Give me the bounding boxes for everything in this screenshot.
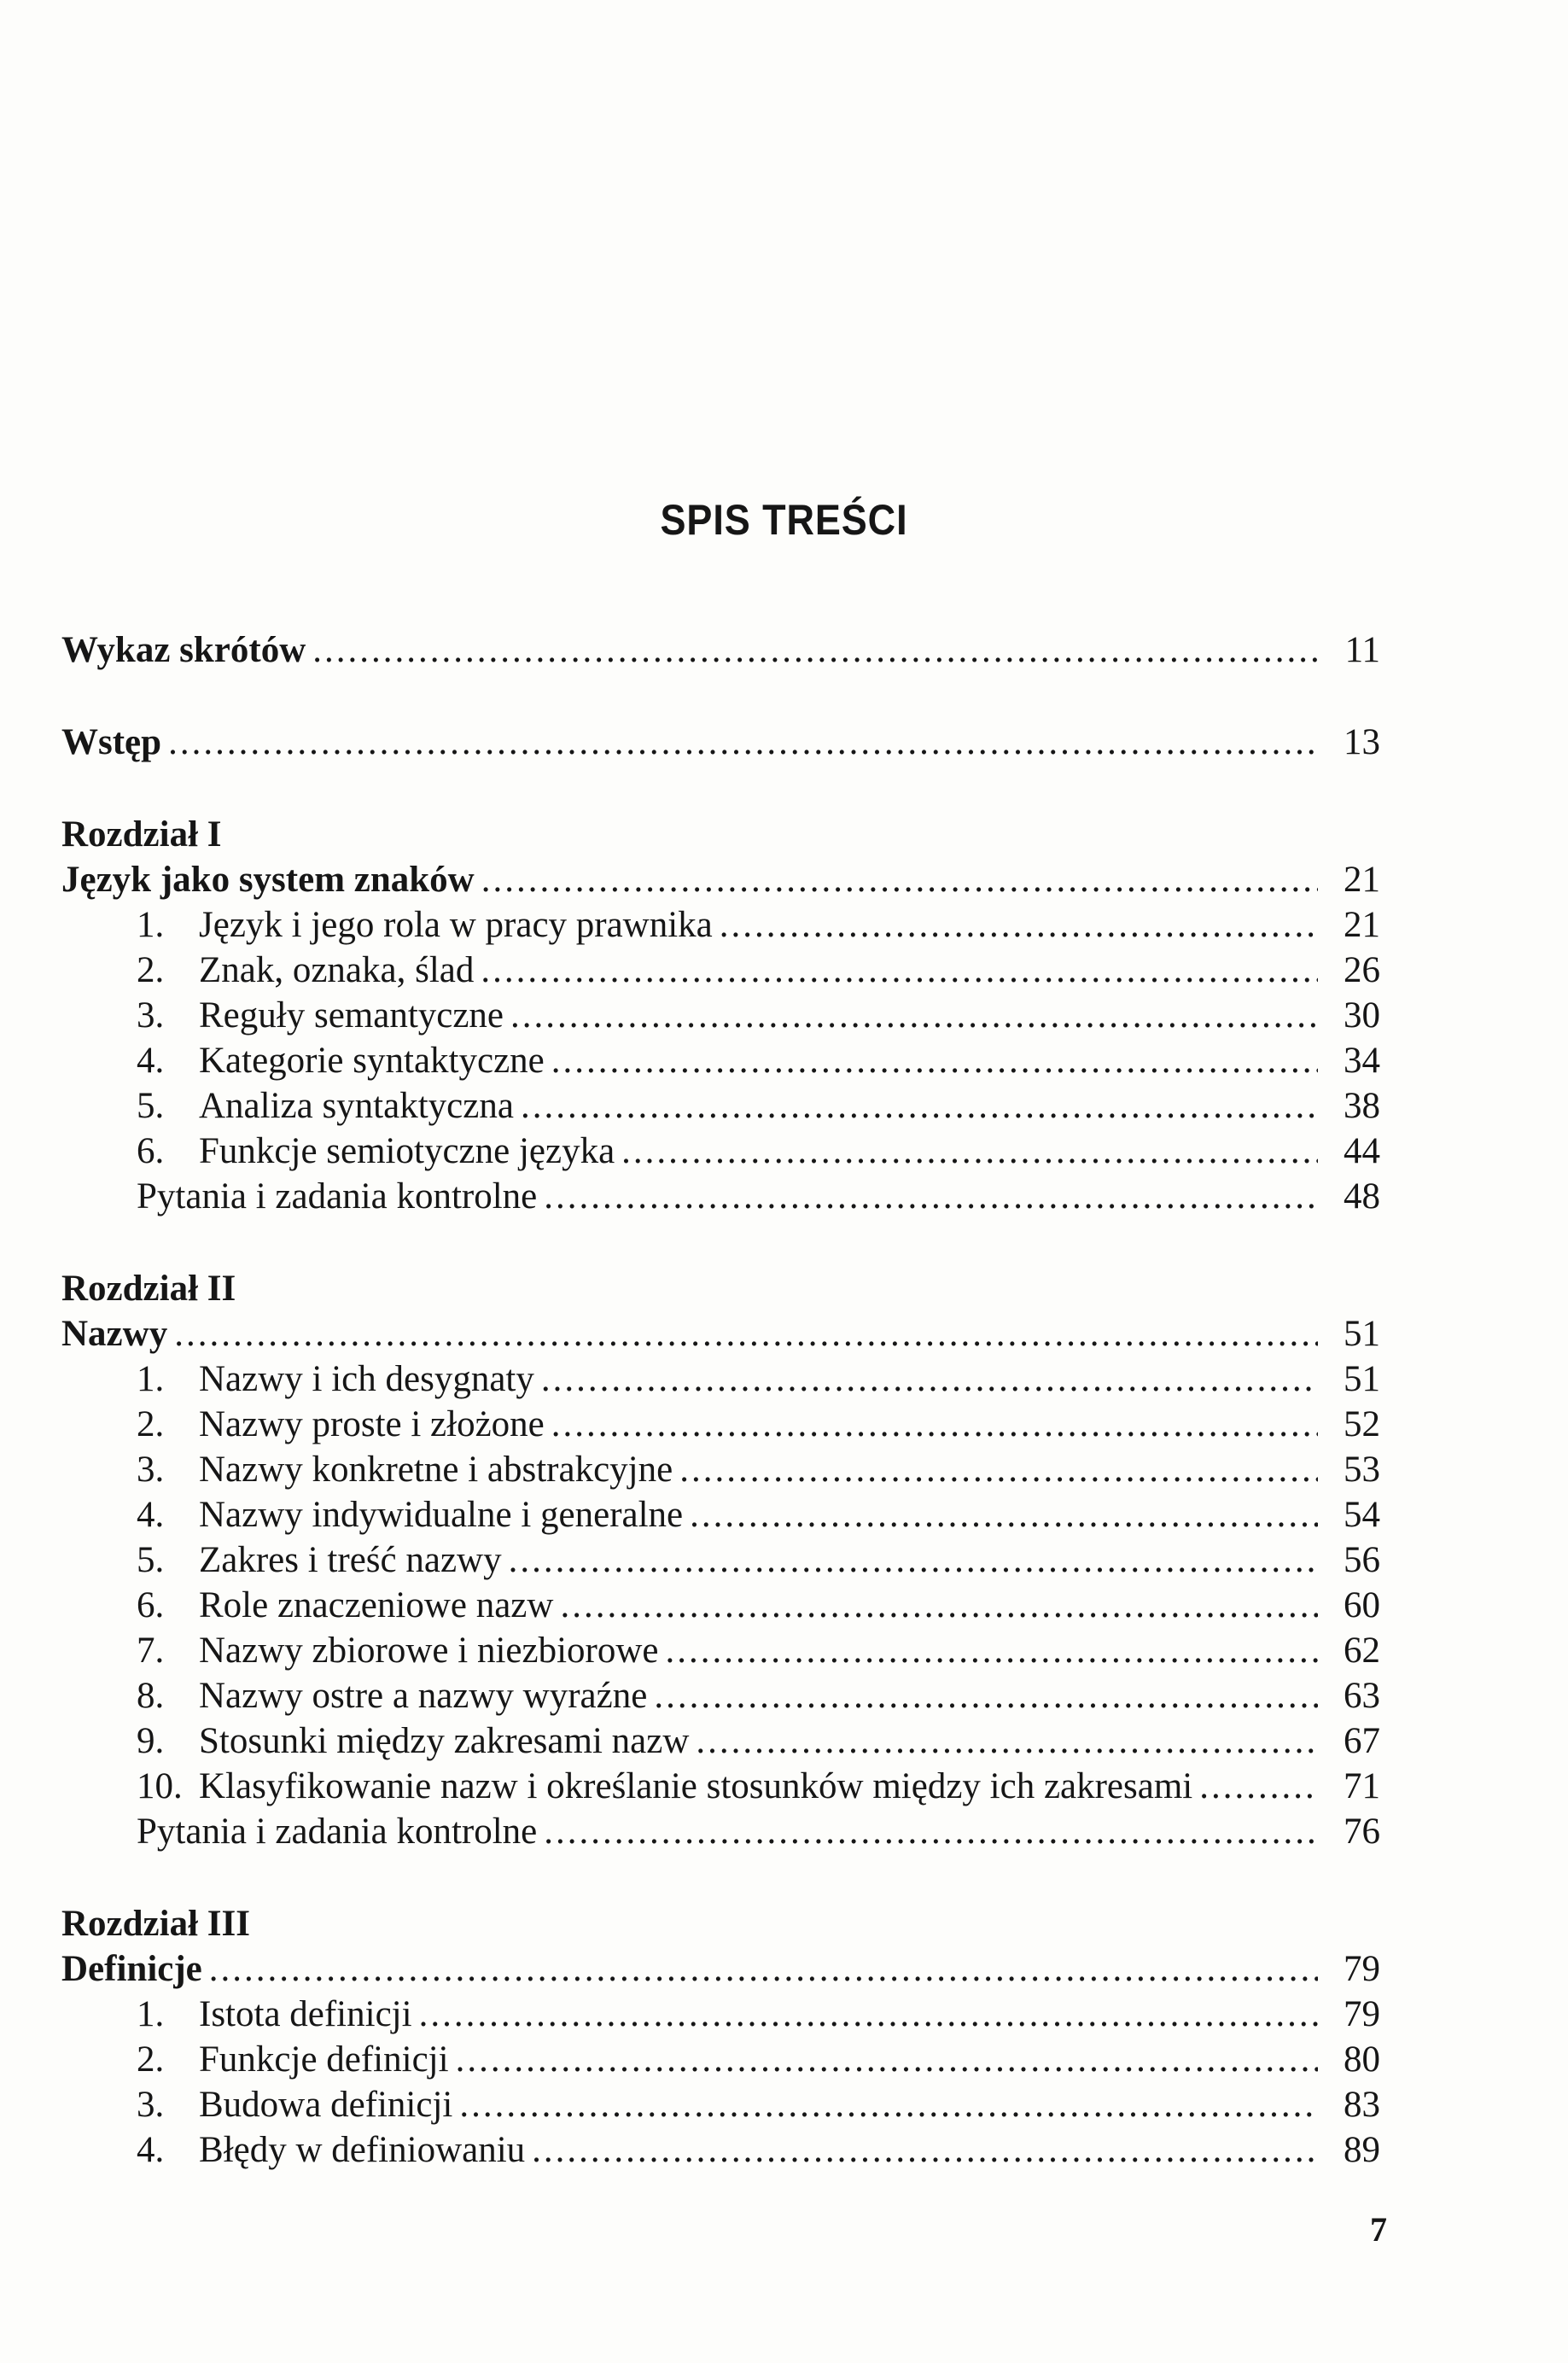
toc-entry-text: Błędy w definiowaniu [199, 2130, 526, 2170]
toc-entry-text: Nazwy proste i złożone [199, 1404, 545, 1444]
leader-dots [481, 857, 1318, 902]
toc-entry[interactable] [61, 2037, 1380, 2082]
toc-entry-number: 4. [137, 2130, 165, 2170]
toc-entry[interactable] [61, 1764, 1380, 1809]
toc-entry-number: 2. [137, 2039, 165, 2080]
toc-entry-text: Kategorie syntaktyczne [199, 1041, 545, 1081]
toc-entry-number: 1. [137, 1994, 165, 2034]
chapter-label: Rozdział III [61, 1904, 250, 1944]
toc-entry-text: Klasyfikowanie nazw i określanie stosunków między ich zakresami [199, 1766, 1193, 1806]
leader-dots [541, 1357, 1318, 1402]
toc-page-number: 79 [1344, 1949, 1380, 1989]
toc-entry-text: Nazwy ostre a nazwy wyraźne [199, 1676, 648, 1716]
toc-entry[interactable] [61, 1129, 1380, 1174]
toc-entry-text: Analiza syntaktyczna [199, 1086, 514, 1126]
leader-dots [312, 627, 1318, 673]
leader-dots [510, 993, 1318, 1038]
leader-dots [544, 1174, 1318, 1219]
toc-entry-number: 5. [137, 1540, 165, 1580]
toc-page-number: 34 [1344, 1041, 1380, 1081]
toc-entry-number: 3. [137, 1450, 165, 1490]
toc-entry-text: Wstęp [61, 722, 162, 762]
toc-entry-text: Nazwy zbiorowe i niezbiorowe [199, 1631, 659, 1671]
leader-dots [521, 1083, 1318, 1129]
chapter-label: Rozdział I [61, 814, 222, 855]
toc-page-number: 51 [1344, 1359, 1380, 1399]
toc-entry-number: 4. [137, 1495, 165, 1535]
leader-dots [174, 1311, 1318, 1357]
toc-entry-number: 10. [137, 1766, 183, 1806]
toc-page-number: 60 [1344, 1585, 1380, 1625]
toc-entry-number: 3. [137, 2085, 165, 2125]
leader-dots [666, 1628, 1319, 1673]
leader-dots [532, 2127, 1318, 2173]
leader-dots [560, 1583, 1318, 1628]
chapter-label: Rozdział II [61, 1269, 236, 1309]
leader-dots [679, 1447, 1318, 1492]
toc-entry-number: 8. [137, 1676, 165, 1716]
toc-page-number: 71 [1344, 1766, 1380, 1806]
leader-dots [209, 1946, 1318, 1992]
toc-entry-number: 7. [137, 1631, 165, 1671]
toc-page-number: 63 [1344, 1676, 1380, 1716]
toc-page-number: 80 [1344, 2039, 1380, 2080]
toc-entry-chapter-title[interactable] [61, 857, 1380, 902]
toc-entry-number: 6. [137, 1585, 165, 1625]
toc-entry-text: Definicje [61, 1949, 202, 1989]
toc-entry-text: Pytania i zadania kontrolne [137, 1176, 538, 1217]
toc-entry-text: Funkcje semiotyczne języka [199, 1131, 615, 1171]
toc-entry-text: Nazwy [61, 1314, 168, 1354]
toc-entry[interactable] [61, 2082, 1380, 2127]
toc-entry[interactable] [61, 1718, 1380, 1764]
leader-dots [696, 1718, 1318, 1764]
toc-entry-text: Reguły semantyczne [199, 995, 504, 1036]
leader-dots [509, 1537, 1318, 1583]
toc-entry[interactable] [61, 948, 1380, 993]
toc-entry-text: Wykaz skrótów [61, 630, 306, 670]
toc-entry-text: Zakres i treść nazwy [199, 1540, 502, 1580]
leader-dots [551, 1038, 1318, 1083]
toc-entry[interactable] [61, 902, 1380, 948]
toc-entry-questions[interactable] [61, 1809, 1380, 1854]
leader-dots [459, 2082, 1318, 2127]
leader-dots [654, 1673, 1318, 1718]
leader-dots [544, 1809, 1318, 1854]
toc-entry[interactable] [61, 1083, 1380, 1129]
toc-entry-number: 1. [137, 905, 165, 945]
toc-page-number: 21 [1344, 860, 1380, 900]
toc-entry-text: Język jako system znaków [61, 860, 475, 900]
toc-entry-abbreviations[interactable] [61, 627, 1380, 673]
toc-page-number: 52 [1344, 1404, 1380, 1444]
leader-dots [481, 948, 1318, 993]
toc-entry-text: Stosunki między zakresami nazw [199, 1721, 690, 1761]
toc-entry-number: 5. [137, 1086, 165, 1126]
toc-entry-text: Język i jego rola w pracy prawnika [199, 905, 713, 945]
page-title: SPIS TREŚCI [660, 496, 908, 544]
toc-entry[interactable] [61, 1447, 1380, 1492]
toc-entry-number: 9. [137, 1721, 165, 1761]
leader-dots [1199, 1764, 1318, 1809]
toc-entry-text: Role znaczeniowe nazw [199, 1585, 554, 1625]
toc-entry-text: Znak, oznaka, ślad [199, 950, 475, 990]
toc-entry[interactable] [61, 993, 1380, 1038]
toc-page-number: 38 [1344, 1086, 1380, 1126]
toc-entry-text: Budowa definicji [199, 2085, 453, 2125]
leader-dots [720, 902, 1318, 948]
leader-dots [551, 1402, 1318, 1447]
toc-page-number: 89 [1344, 2130, 1380, 2170]
toc-entry-number: 2. [137, 950, 165, 990]
toc-entry[interactable] [61, 1537, 1380, 1583]
toc-page-number: 53 [1344, 1450, 1380, 1490]
toc-entry-introduction[interactable] [61, 720, 1380, 765]
toc-entry[interactable] [61, 1357, 1380, 1402]
page-folio-number: 7 [1370, 2210, 1387, 2249]
toc-entry[interactable] [61, 1583, 1380, 1628]
toc-page-number: 62 [1344, 1631, 1380, 1671]
toc-page-number: 54 [1344, 1495, 1380, 1535]
toc-entry-chapter-title[interactable] [61, 1946, 1380, 1992]
toc-entry-number: 1. [137, 1359, 165, 1399]
toc-page-number: 51 [1344, 1314, 1380, 1354]
toc-entry-number: 3. [137, 995, 165, 1036]
table-of-contents [61, 627, 1380, 2173]
toc-entry[interactable] [61, 1492, 1380, 1537]
toc-entry[interactable] [61, 1992, 1380, 2037]
toc-page-number: 26 [1344, 950, 1380, 990]
toc-entry-number: 6. [137, 1131, 165, 1171]
toc-entry-text: Istota definicji [199, 1994, 412, 2034]
leader-dots [168, 720, 1318, 765]
leader-dots [456, 2037, 1318, 2082]
toc-entry-number: 4. [137, 1041, 165, 1081]
toc-page-number: 56 [1344, 1540, 1380, 1580]
toc-entry-text: Pytania i zadania kontrolne [137, 1812, 538, 1852]
toc-entry-text: Funkcje definicji [199, 2039, 449, 2080]
toc-entry-chapter-title[interactable] [61, 1311, 1380, 1357]
toc-page-number: 30 [1344, 995, 1380, 1036]
toc-page-number: 83 [1344, 2085, 1380, 2125]
toc-entry[interactable] [61, 1402, 1380, 1447]
toc-page-number: 67 [1344, 1721, 1380, 1761]
toc-entry-number: 2. [137, 1404, 165, 1444]
toc-page-number: 79 [1344, 1994, 1380, 2034]
toc-page-number: 21 [1344, 905, 1380, 945]
leader-dots [419, 1992, 1318, 2037]
toc-page-number: 76 [1344, 1812, 1380, 1852]
toc-entry[interactable] [61, 1628, 1380, 1673]
toc-entry-text: Nazwy konkretne i abstrakcyjne [199, 1450, 673, 1490]
toc-page-number: 13 [1344, 722, 1380, 762]
leader-dots [690, 1492, 1318, 1537]
leader-dots [621, 1129, 1318, 1174]
toc-entry[interactable] [61, 1673, 1380, 1718]
toc-entry-questions[interactable] [61, 1174, 1380, 1219]
toc-entry[interactable] [61, 1038, 1380, 1083]
toc-page-number: 11 [1344, 630, 1380, 670]
toc-entry[interactable] [61, 2127, 1380, 2173]
toc-page-number: 48 [1344, 1176, 1380, 1217]
toc-entry-text: Nazwy i ich desygnaty [199, 1359, 534, 1399]
toc-page-number: 44 [1344, 1131, 1380, 1171]
toc-entry-text: Nazwy indywidualne i generalne [199, 1495, 684, 1535]
